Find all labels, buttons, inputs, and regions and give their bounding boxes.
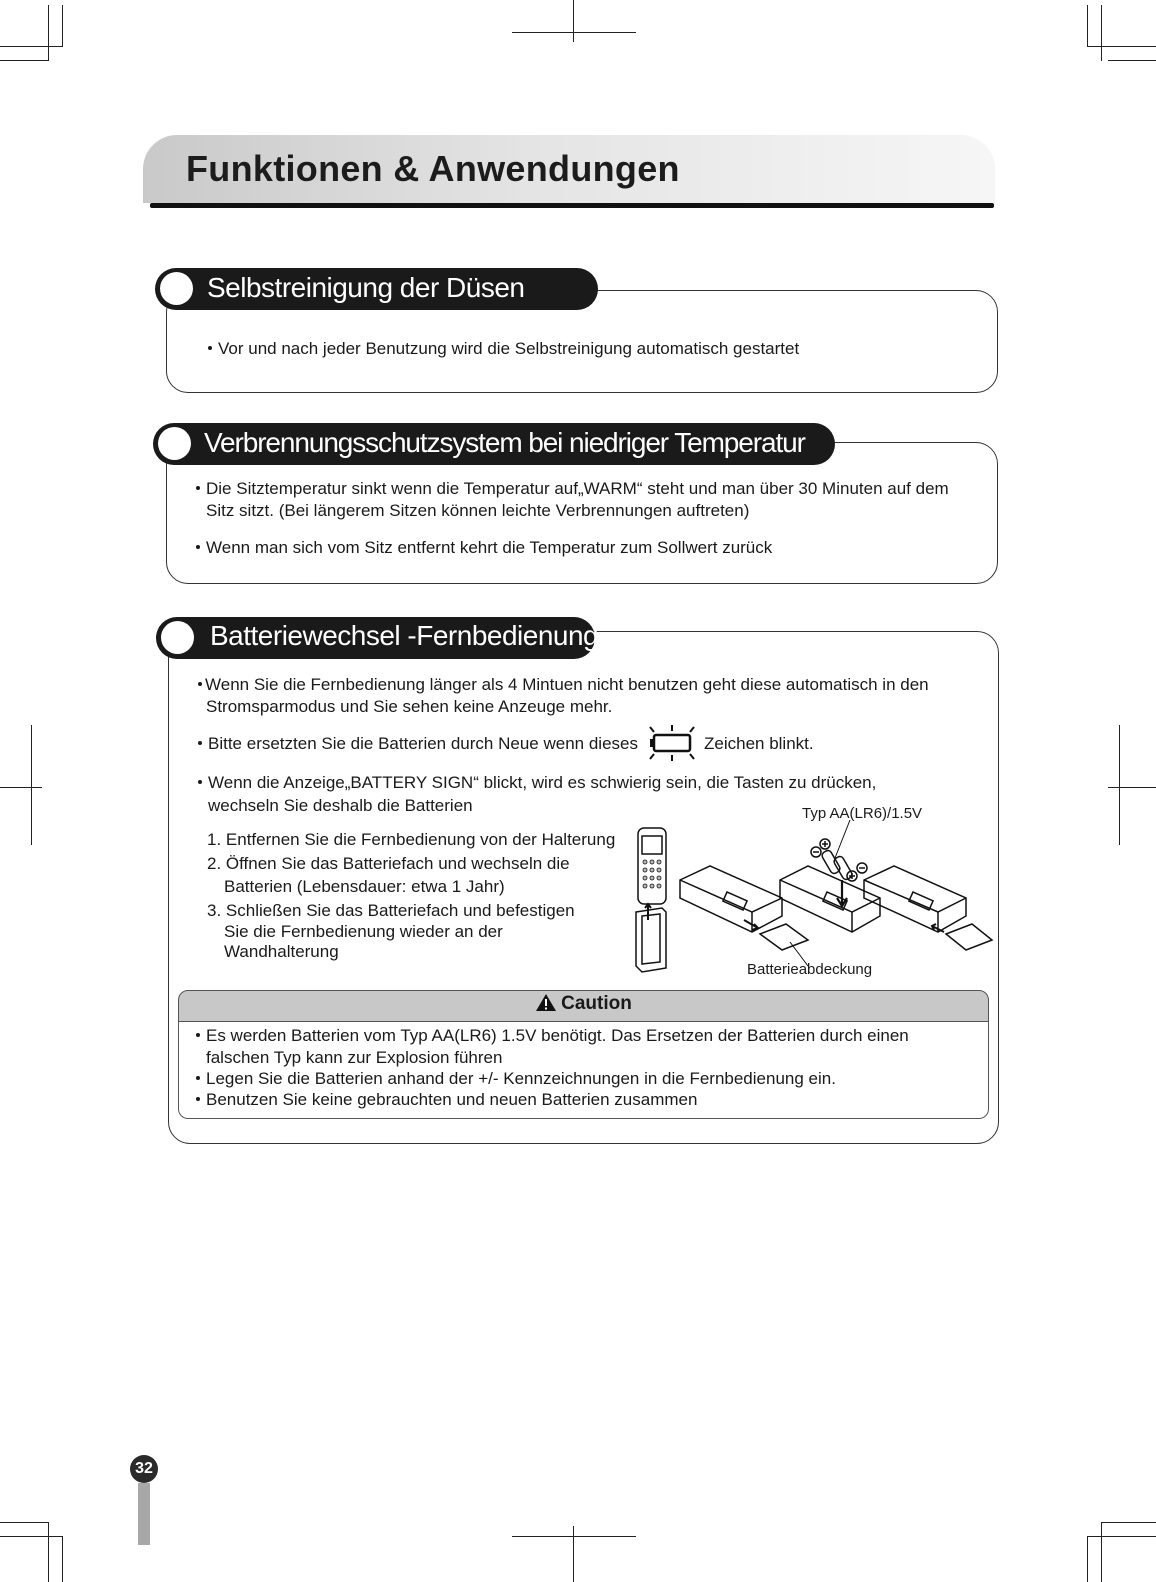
caution-title: Caution xyxy=(561,993,632,1014)
crop-mark xyxy=(62,1536,63,1582)
battery-cover-label: Batterieabdeckung xyxy=(747,961,873,978)
step-text: 2. Öffnen Sie das Batteriefach und wechseln die xyxy=(207,854,570,873)
crop-mark xyxy=(0,1522,48,1523)
crop-mark xyxy=(1101,1522,1102,1582)
page-number-bar xyxy=(138,1483,150,1545)
bullet-text: Bitte ersetzten Sie die Batterien durch Neue wenn dieses xyxy=(198,733,638,755)
page-number: 32 xyxy=(130,1455,158,1483)
bullet-text: Wenn Sie die Fernbedienung länger als 4 Mintuen nicht benutzen geht diese automatisch in den xyxy=(198,674,929,696)
page-title: Funktionen & Anwendungen xyxy=(186,148,680,189)
bullet-text: Wenn man sich vom Sitz entfernt kehrt die Temperatur zum Sollwert zurück xyxy=(196,537,772,559)
section-bullet-circle xyxy=(158,427,191,460)
crop-mark xyxy=(48,5,49,61)
crop-mark xyxy=(1087,1536,1156,1537)
bullet-text: Sitz sitzt. (Bei längerem Sitzen können leichte Verbrennungen auftreten) xyxy=(206,501,750,520)
step-text: Batterien (Lebensdauer: etwa 1 Jahr) xyxy=(224,877,505,896)
crop-mark xyxy=(1108,787,1156,788)
bullet-text: Vor und nach jeder Benutzung wird die Selbstreinigung automatisch gestartet xyxy=(208,338,799,360)
step-text: 3. Schließen Sie das Batteriefach und befestigen xyxy=(207,901,575,920)
crop-mark xyxy=(512,1536,636,1537)
step-text: 1. Entfernen Sie die Fernbedienung von der Halterung xyxy=(207,830,616,849)
bullet-text: Die Sitztemperatur sinkt wenn die Temperatur auf„WARM“ steht und man über 30 Minuten auf dem xyxy=(196,478,949,500)
crop-mark xyxy=(573,0,574,42)
battery-type-label: Typ AA(LR6)/1.5V xyxy=(802,805,923,822)
caution-line: Legen Sie die Batterien anhand der +/- Kennzeichnungen in die Fernbedienung ein. xyxy=(196,1068,836,1090)
crop-mark xyxy=(1119,725,1120,845)
bullet-text: wechseln Sie deshalb die Batterien xyxy=(208,796,473,815)
caution-line: falschen Typ kann zur Explosion führen xyxy=(206,1048,503,1067)
crop-mark xyxy=(0,787,42,788)
caution-title-row xyxy=(179,993,988,1015)
crop-mark xyxy=(0,1536,62,1537)
caution-line: Benutzen Sie keine gebrauchten und neuen Batterien zusammen xyxy=(196,1089,697,1111)
blinking-battery-icon xyxy=(644,723,700,763)
crop-mark xyxy=(1108,60,1156,61)
section-bullet-circle xyxy=(160,272,193,305)
warning-icon xyxy=(535,993,557,1012)
crop-mark xyxy=(1101,1522,1156,1523)
crop-mark xyxy=(573,1526,574,1582)
crop-mark xyxy=(0,46,62,47)
bullet-text: Stromsparmodus und Sie sehen keine Anzeuge mehr. xyxy=(206,697,613,716)
crop-mark xyxy=(48,1522,49,1582)
bullet-text: Zeichen blinkt. xyxy=(704,734,814,753)
crop-mark xyxy=(1101,5,1102,61)
crop-mark xyxy=(1087,1536,1088,1582)
caution-line: Es werden Batterien vom Typ AA(LR6) 1.5V benötigt. Das Ersetzen der Batterien durch einen xyxy=(196,1025,909,1047)
section-title: Selbstreinigung der Düsen xyxy=(207,272,525,303)
step-text: Wandhalterung xyxy=(224,942,339,961)
section-bullet-circle xyxy=(161,621,194,654)
bullet-text: Wenn die Anzeige„BATTERY SIGN“ blickt, wird es schwierig sein, die Tasten zu drücken, xyxy=(198,772,876,794)
crop-mark xyxy=(0,60,48,61)
crop-mark xyxy=(31,725,32,845)
section-title: Verbrennungsschutzsystem bei niedriger Temperatur xyxy=(204,427,805,458)
crop-mark xyxy=(512,32,636,33)
step-text: Sie die Fernbedienung wieder an der xyxy=(224,922,503,941)
section-title: Batteriewechsel -Fernbedienung xyxy=(210,620,599,651)
header-rule xyxy=(150,203,994,208)
crop-mark xyxy=(1087,5,1088,47)
crop-mark xyxy=(62,5,63,47)
caution-header xyxy=(178,990,989,1022)
crop-mark xyxy=(1087,46,1156,47)
